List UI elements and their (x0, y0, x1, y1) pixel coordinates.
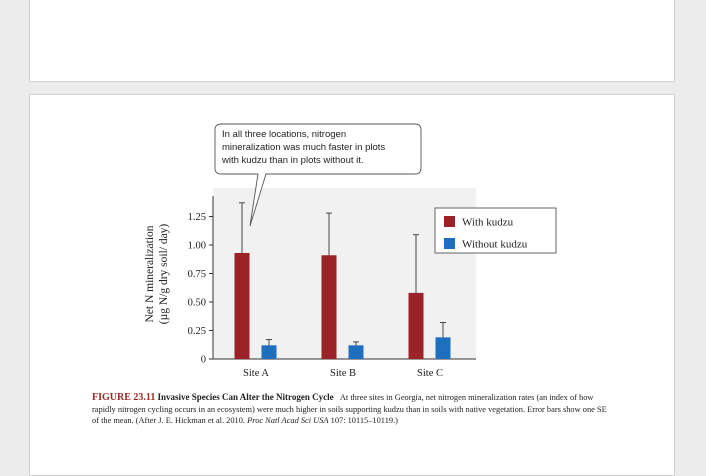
bar (322, 255, 337, 359)
x-tick-label: Site A (243, 368, 269, 379)
legend-swatch (444, 238, 455, 249)
y-tick-label: 0 (200, 354, 206, 366)
y-tick-label: 0.50 (187, 297, 206, 309)
bar (436, 337, 451, 359)
x-tick-label: Site B (330, 368, 356, 379)
legend-label: Without kudzu (462, 238, 528, 251)
caption-body: At three sites in Georgia, net nitrogen mineralization rates (an index of how rapidly nitrogen cycling occurs in an ecosystem) were much higher in soils supporting kudzu than in soils with native vegetation. Error bars show one SE of the mean. (After J. E. Hickman et al. 2010. (92, 393, 607, 426)
bar (262, 345, 277, 359)
caption-citation: 107: 10115–10119.) (330, 416, 398, 426)
figure-number: FIGURE 23.11 (92, 392, 156, 403)
y-tick-label: 0.25 (187, 326, 206, 337)
y-axis-title: Net N mineralization (144, 225, 156, 323)
bar (349, 345, 364, 359)
y-tick-label: 1.00 (187, 240, 206, 252)
callout-line-2: mineralization was much faster in plots (222, 142, 386, 153)
y-tick-label: 1.25 (187, 212, 206, 223)
y-axis-units: (µg N/g dry soil/ day) (158, 223, 170, 325)
legend (435, 208, 556, 253)
callout-line-3: with kudzu than in plots without it. (222, 155, 364, 166)
x-axis-labels (243, 368, 443, 379)
legend-swatch (444, 216, 455, 227)
figure-title: Invasive Species Can Alter the Nitrogen Cycle (157, 392, 334, 402)
bar (235, 253, 250, 359)
figure-caption (92, 392, 612, 427)
callout-line-1: In all three locations, nitrogen (222, 129, 347, 140)
caption-journal: Proc Natl Acad Sci USA (247, 416, 329, 426)
x-tick-label: Site C (417, 368, 443, 379)
bar (409, 293, 424, 359)
y-tick-label: 0.75 (187, 269, 206, 280)
legend-label: With kudzu (462, 216, 514, 229)
